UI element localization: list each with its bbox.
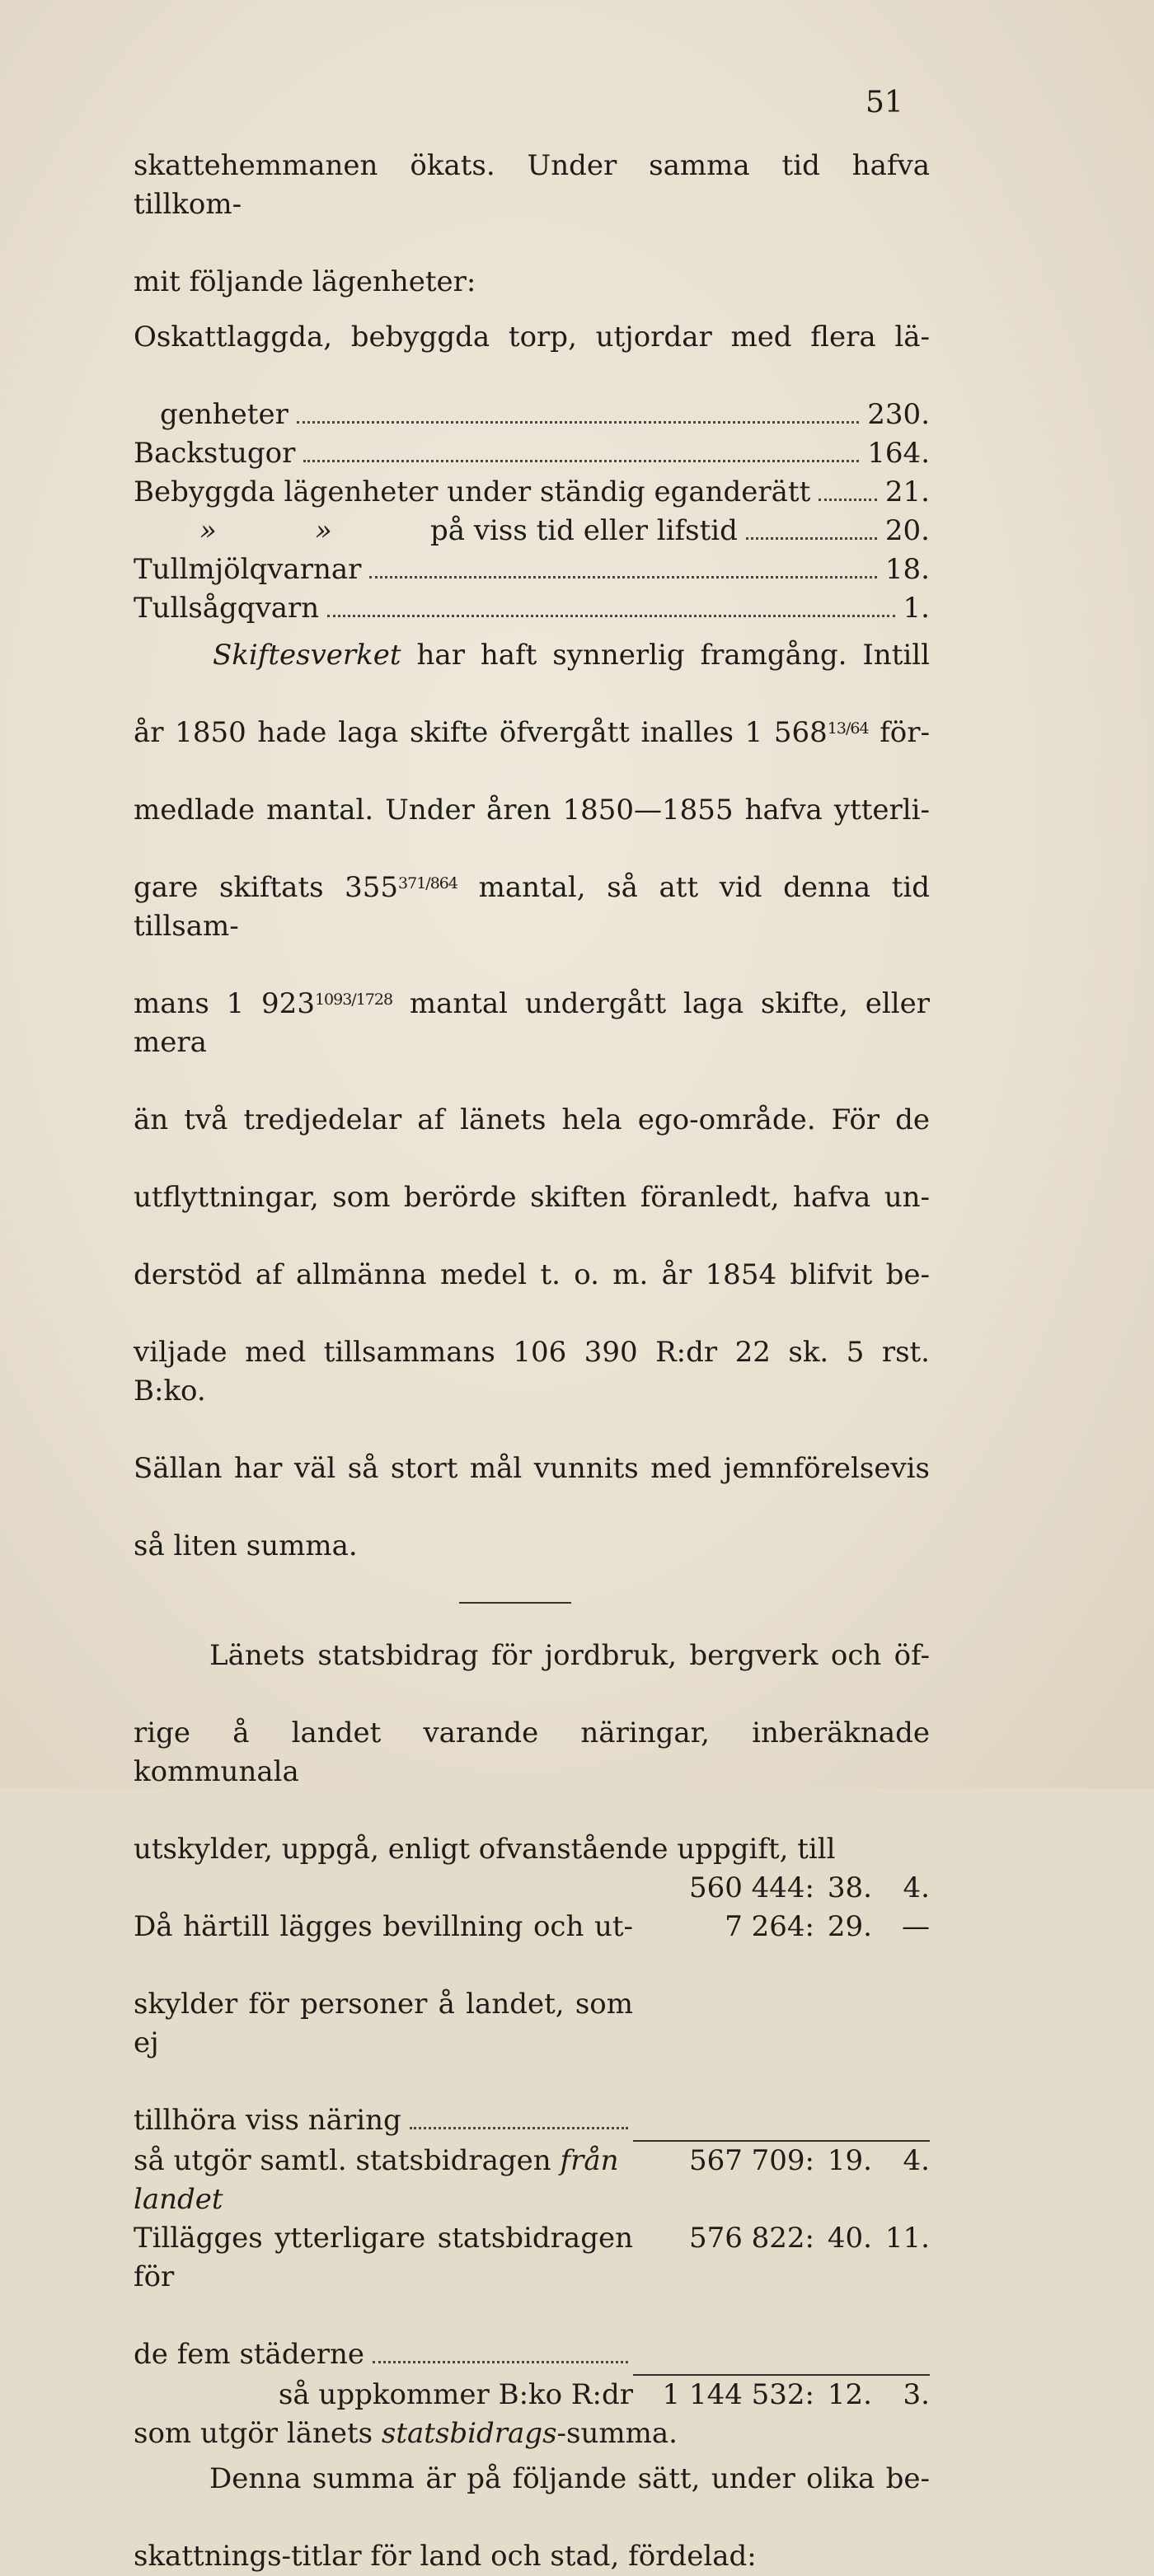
amount-row-landet [134, 2140, 930, 2219]
list-item-label: genheter [160, 398, 288, 431]
closing-line-2: skattnings-titlar för land och stad, fördelad: [134, 2540, 757, 2573]
paragraph-line: derstöd af allmänna medel t. o. m. år 1854 blifvit be- [134, 1258, 930, 1291]
list-item-value: 21. [884, 475, 930, 508]
list-item-label: Backstugor [134, 437, 296, 470]
list-item-label: Tullmjölqvarnar [134, 553, 362, 586]
lagenheter-list [134, 318, 930, 628]
paragraph-line: medlade mantal. Under åren 1850—1855 hafva ytterli- [134, 794, 930, 827]
amount [633, 2219, 930, 2258]
leader-dots [297, 421, 859, 424]
text-column [134, 147, 930, 2576]
section-divider [459, 1602, 571, 1604]
amount-row-stader [134, 2219, 930, 2374]
paragraph-line [134, 714, 930, 791]
paragraph-line: utflyttningar, som berörde skiften föranledt, hafva un- [134, 1181, 930, 1214]
text-run: för- [868, 716, 931, 749]
paragraph-line [134, 985, 930, 1101]
amount-row-total [134, 1869, 930, 1908]
text-run: som utgör länets [134, 2417, 382, 2450]
intro-line-2: mit följande lägenheter: [134, 265, 476, 298]
label-line: Tillägges ytterligare statsbidragen för [134, 2222, 633, 2293]
amount-rdr: 567 709: [688, 2144, 814, 2177]
text-run: mantal undergått laga skifte, eller mera [134, 987, 931, 1059]
text-run: år 1850 hade laga skifte öfvergått inalles 1 568 [134, 716, 828, 749]
list-item-value: 1. [903, 592, 930, 625]
text-run: har haft synnerlig framgång. Intill [401, 639, 930, 672]
row-label: så uppkommer B:ko R:dr [278, 2378, 633, 2411]
amount-row-bevillning [134, 1908, 930, 2140]
amount-rst: 11. [884, 2222, 930, 2255]
amount-rst: 4. [903, 1871, 930, 1904]
emphasis-term: från landet [134, 2144, 619, 2216]
paragraph-line [134, 869, 930, 985]
text-run: så utgör samtl. statsbidragen [134, 2144, 561, 2177]
text-run: mans 1 923 [134, 987, 315, 1020]
list-item-value: 230. [867, 398, 930, 431]
fraction: 1093/1728 [314, 991, 393, 1009]
row-label [134, 2142, 633, 2219]
amount-sk: 40. [827, 2222, 872, 2255]
amount-sk: 38. [827, 1871, 872, 1904]
amount-sk: 12. [827, 2378, 872, 2411]
amount-rst: 3. [903, 2378, 930, 2411]
leader-dots [746, 537, 877, 540]
text-run: gare skiftats 355 [134, 871, 399, 904]
paragraph-line: rige å landet varande näringar, inberäknade kommunala [134, 1717, 930, 1788]
amount [633, 1908, 930, 1946]
list-item-label: Bebyggda lägenheter under ständig eganderätt [134, 475, 811, 508]
amount [633, 2374, 930, 2414]
amount-rdr: 560 444: [688, 1871, 814, 1904]
fraction: 13/64 [827, 719, 869, 738]
text-run: mantal, så att vid denna tid tillsam- [134, 871, 930, 943]
paragraph-line: utskylder, uppgå, enligt ofvanstående uppgift, till [134, 1833, 836, 1866]
text-run: -summa. [556, 2417, 678, 2450]
label-line: de fem städerne [134, 2338, 364, 2371]
amount-sk: 19. [827, 2144, 872, 2177]
amount [633, 2140, 930, 2180]
leader-dots [369, 576, 877, 578]
amount [633, 1869, 930, 1908]
list-item-value: 20. [884, 514, 930, 547]
amount-rst: 4. [903, 2144, 930, 2177]
amount-rst: — [902, 1910, 930, 1943]
leader-dots [819, 499, 877, 501]
list-item-4 [134, 512, 930, 550]
list-item-6 [134, 589, 930, 628]
amount-rdr: 576 822: [688, 2222, 814, 2255]
list-item-value: 18. [884, 553, 930, 586]
closing-line-1: Denna summa är på följande sätt, under olika be- [209, 2462, 930, 2495]
list-item-1 [134, 396, 930, 434]
amount-rdr: 1 144 532: [662, 2378, 814, 2411]
paragraph-line [134, 636, 930, 714]
amount-sk: 29. [827, 1910, 872, 1943]
list-item-label: på viss tid eller lifstid [430, 514, 738, 547]
fraction: 371/864 [398, 874, 457, 892]
skifte-paragraph [134, 636, 930, 1566]
label-line: tillhöra viss näring [134, 2104, 401, 2137]
list-item-3 [134, 473, 930, 512]
label-line: Då härtill lägges bevillning och ut- [134, 1910, 633, 1943]
paragraph-line [134, 2414, 930, 2453]
paragraph-line: så liten summa. [134, 1529, 358, 1562]
paragraph-line: Sällan har väl så stort mål vunnits med jemnförelsevis [134, 1452, 930, 1485]
leader-dots [410, 2127, 628, 2129]
amount-rdr: 7 264: [725, 1910, 814, 1943]
list-item-2 [134, 434, 930, 473]
leader-dots [327, 615, 894, 617]
ditto-mark: » [315, 514, 332, 547]
list-item-1-line-1: Oskattlaggda, bebyggda torp, utjordar med flera lä- [134, 321, 930, 354]
emphasis-term: Skiftesverket [213, 639, 401, 672]
leader-dots [303, 460, 859, 462]
emphasis-term: statsbidrags [381, 2417, 557, 2450]
amount-row-summa [134, 2374, 930, 2414]
leader-dots [373, 2361, 628, 2363]
list-item-label: Tullsågqvarn [134, 592, 320, 625]
statsbidrag-section [134, 1637, 930, 2453]
list-item-value: 164. [867, 437, 930, 470]
intro-line-1: skattehemmanen ökats. Under samma tid hafva tillkom- [134, 149, 930, 221]
page-number: 51 [866, 86, 903, 119]
paragraph-line: Länets statsbidrag för jordbruk, bergverk och öf- [209, 1639, 930, 1672]
list-item-5 [134, 550, 930, 589]
ditto-mark: » [199, 514, 217, 547]
label-line: skylder för personer å landet, som ej [134, 1988, 633, 2059]
paragraph-line: viljade med tillsammans 106 390 R:dr 22 sk. 5 rst. B:ko. [134, 1336, 930, 1407]
paragraph-line: än två tredjedelar af länets hela ego-område. För de [134, 1103, 930, 1136]
